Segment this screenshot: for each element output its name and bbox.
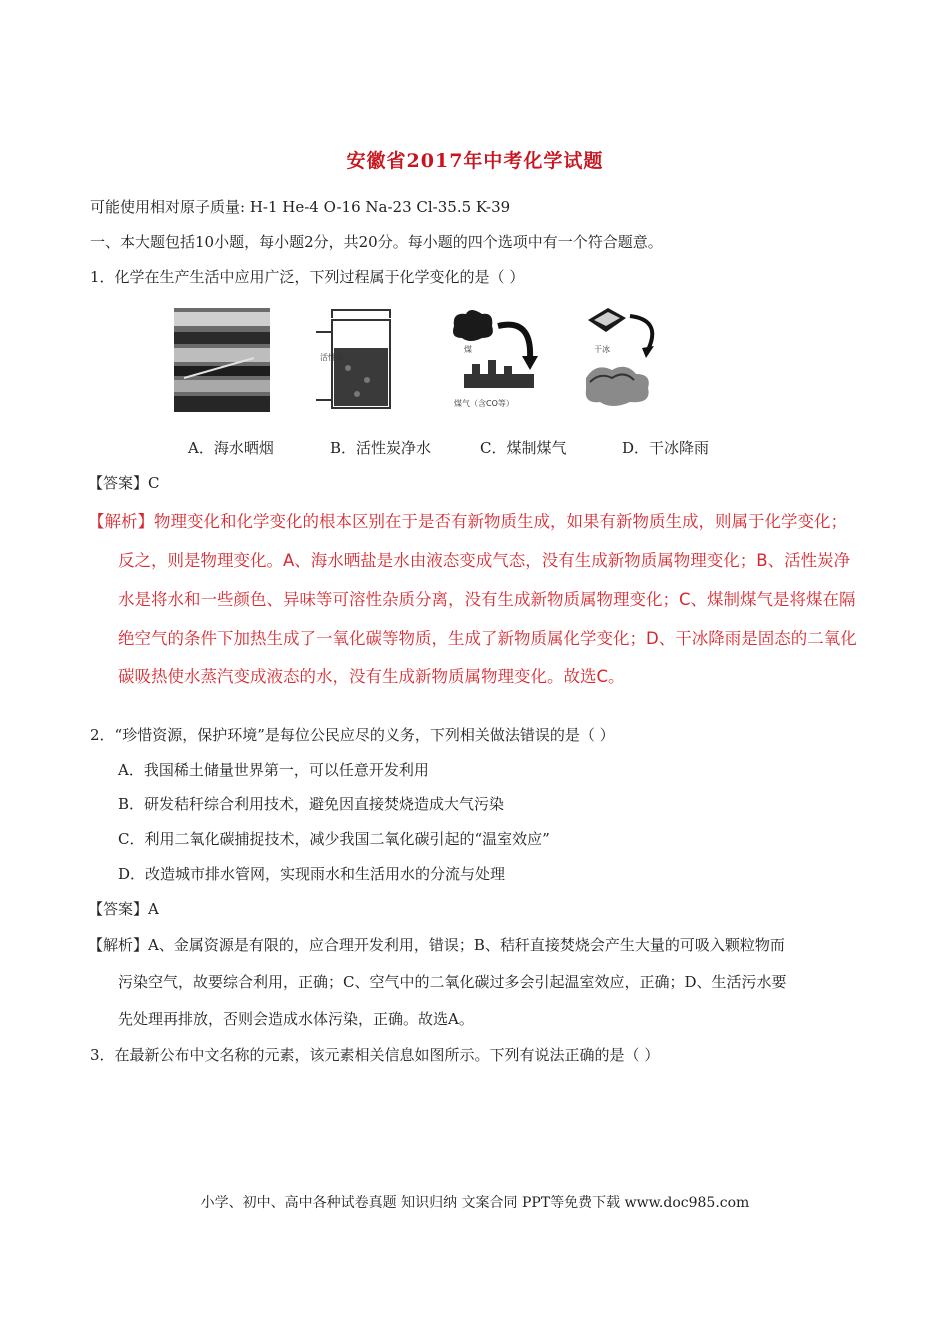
q1-analysis-line: 反之，则是物理变化。A、海水晒盐是水由液态变成气态，没有生成新物质属物理变化；B、活性炭净 [118, 551, 851, 570]
q2-answer: 【答案】A [88, 900, 159, 918]
atomic-masses-line: 可能使用相对原子质量: H-1 He-4 O-16 Na-23 Cl-35.5 K-39 [90, 198, 511, 216]
dry-ice-label: 干冰 [594, 345, 610, 354]
q2-option-b: B．研发秸秆综合利用技术，避免因直接焚烧造成大气污染 [118, 795, 505, 813]
dry-ice-image [582, 308, 662, 412]
coal-gas-label: 煤气（含CO等） [454, 399, 514, 408]
coal-label: 煤 [464, 345, 472, 354]
q1-option-c: C．煤制煤气 [480, 439, 567, 457]
q1-option-a: A．海水晒烟 [188, 439, 274, 457]
q2-option-d: D．改造城市排水管网，实现雨水和生活用水的分流与处理 [118, 865, 506, 883]
q1-analysis-line: 【解析】物理变化和化学变化的根本区别在于是否有新物质生成，如果有新物质生成，则属于化学变化； [88, 512, 847, 531]
q1-analysis-line: 水是将水和一些颜色、异味等可溶性杂质分离，没有生成新物质属物理变化；C、煤制煤气是将煤在隔 [118, 590, 856, 609]
q1-answer: 【答案】C [88, 474, 160, 492]
q2-analysis-line: 先处理再排放，否则会造成水体污染，正确。故选A。 [118, 1010, 474, 1028]
q1-option-b: B．活性炭净水 [330, 439, 432, 457]
question-2-stem: 2．“珍惜资源，保护环境”是每位公民应尽的义务，下列相关做法错误的是（ ） [90, 726, 615, 744]
question-1-stem: 1．化学在生产生活中应用广泛，下列过程属于化学变化的是（ ） [90, 268, 525, 286]
page-footer: 小学、初中、高中各种试卷真题 知识归纳 文案合同 PPT等免费下载 www.doc985.com [200, 1195, 750, 1211]
q2-option-c: C．利用二氧化碳捕捉技术，减少我国二氧化碳引起的“温室效应” [118, 830, 550, 848]
q2-option-a: A．我国稀土储量世界第一，可以任意开发利用 [118, 761, 429, 779]
page-title: 安徽省2017年中考化学试题 [346, 150, 604, 172]
section-heading: 一、本大题包括10小题，每小题2分，共20分。每小题的四个选项中有一个符合题意。 [90, 233, 663, 251]
q2-analysis-line: 污染空气，故要综合利用，正确；C、空气中的二氧化碳过多会引起温室效应，正确；D、生活污水要 [118, 973, 787, 991]
q2-analysis-line: 【解析】A、金属资源是有限的，应合理开发利用，错误；B、秸秆直接焚烧会产生大量的可吸入颗粒物而 [88, 936, 785, 954]
q1-analysis-line: 碳吸热使水蒸汽变成液态的水，没有生成新物质属物理变化。故选C。 [118, 667, 625, 686]
sea-salt-image [174, 308, 270, 412]
activated-carbon-image [312, 308, 402, 412]
activated-carbon-label: 活性炭 [320, 353, 344, 362]
q1-option-d: D．干冰降雨 [622, 439, 710, 457]
coal-gas-image [448, 308, 544, 412]
q1-analysis-line: 绝空气的条件下加热生成了一氧化碳等物质，生成了新物质属化学变化；D、干冰降雨是固态的二氧化 [118, 629, 857, 648]
question-3-stem: 3．在最新公布中文名称的元素，该元素相关信息如图所示。下列有说法正确的是（ ） [90, 1046, 660, 1064]
